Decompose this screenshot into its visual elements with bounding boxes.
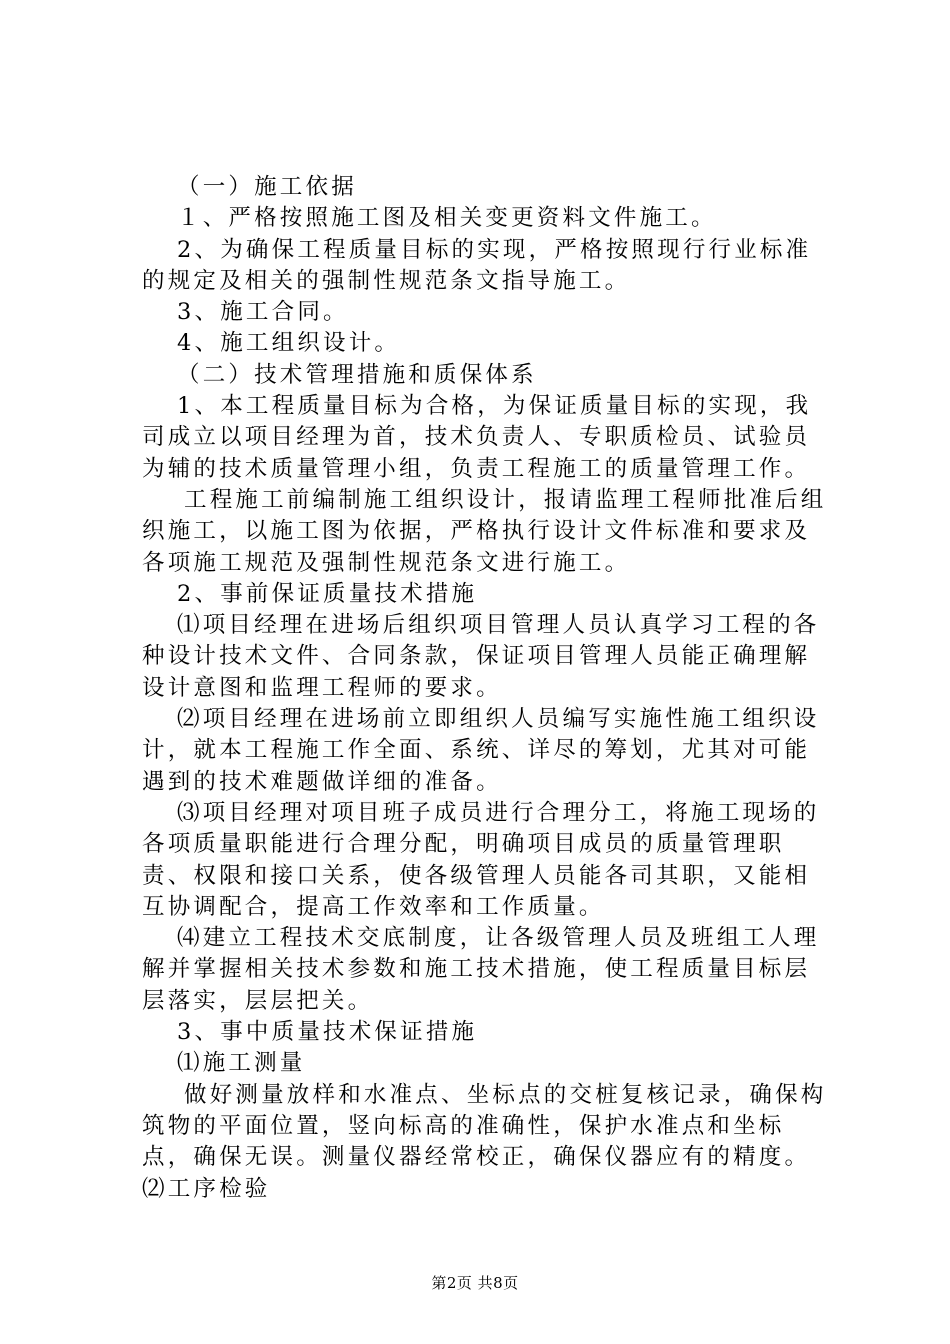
section-heading-basis: （一）施工依据 bbox=[177, 174, 357, 200]
subsection-heading-during: 3、事中质量技术保证措施 bbox=[177, 1019, 478, 1046]
paragraph-1: １、严格按照施工图及相关变更资料文件施工。 bbox=[177, 205, 717, 232]
section-heading-management: （二）技术管理措施和质保体系 bbox=[177, 361, 537, 388]
paragraph-5: 1、本工程质量目标为合格，为保证质量目标的实现，我司成立以项目经理为首，技术负责人、专职质检员、试验员为辅的技术质量管理小组，负责工程施工的质量管理工作。 bbox=[142, 393, 812, 482]
paragraph-7: ⑴项目经理在进场后组织项目管理人员认真学习工程的各种设计技术文件、合同条款，保证项目管理人员能正确理解设计意图和监理工程师的要求。 bbox=[142, 612, 820, 701]
paragraph-11: 做好测量放样和水准点、坐标点的交桩复核记录，确保构筑物的平面位置，竖向标高的准确性，保护水准点和坐标点，确保无误。测量仪器经常校正，确保仪器应有的精度。⑵工序检验 bbox=[142, 1081, 827, 1202]
paragraph-6: 工程施工前编制施工组织设计，报请监理工程师批准后组织施工，以施工图为依据，严格执行设计文件标准和要求及各项施工规范及强制性规范条文进行施工。 bbox=[142, 486, 827, 576]
paragraph-2: 2、为确保工程质量目标的实现，严格按照现行行业标准的规定及相关的强制性规范条文指导施工。 bbox=[142, 236, 812, 294]
paragraph-4: 4、施工组织设计。 bbox=[177, 330, 401, 357]
paragraph-9: ⑶项目经理对项目班子成员进行合理分工，将施工现场的各项质量职能进行合理分配，明确项目成员的质量管理职责、权限和接口关系，使各级管理人员能各司其职，又能相互协调配合，提高工作效率和工作质量。 bbox=[142, 799, 820, 920]
paragraph-3: 3、施工合同。 bbox=[177, 299, 349, 326]
paragraph-8: ⑵项目经理在进场前立即组织人员编写实施性施工组织设计，就本工程施工作全面、系统、详尽的筹划，尤其对可能遇到的技术难题做详细的准备。 bbox=[142, 706, 820, 795]
subsection-heading-pre: 2、事前保证质量技术措施 bbox=[177, 580, 478, 607]
sub-item-heading-survey: ⑴施工测量 bbox=[177, 1050, 306, 1077]
page-footer: 第2页 共8页 bbox=[431, 1274, 519, 1292]
paragraph-10: ⑷建立工程技术交底制度，让各级管理人员及班组工人理解并掌握相关技术参数和施工技术措施，使工程质量目标层层落实，层层把关。 bbox=[142, 925, 820, 1014]
document-body bbox=[142, 172, 834, 1205]
